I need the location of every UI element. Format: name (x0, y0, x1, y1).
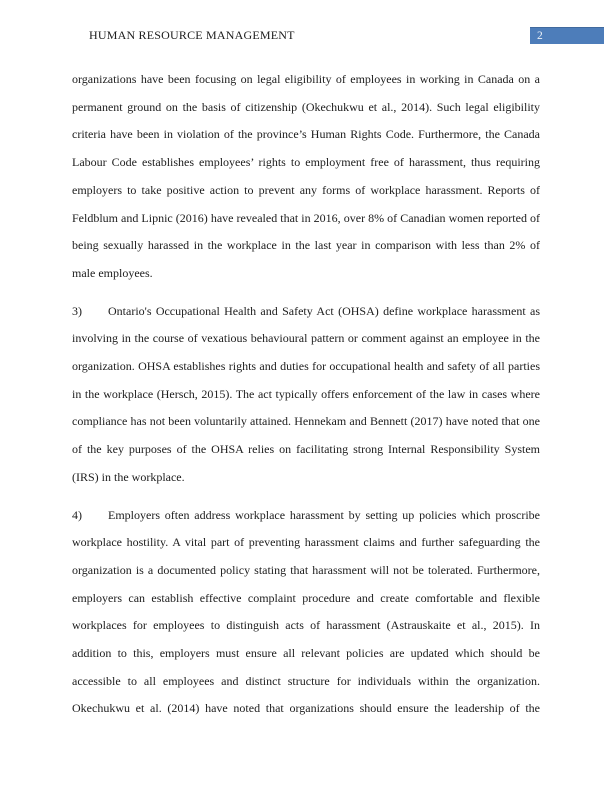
list-number: 3) (72, 303, 82, 318)
paragraph-numbered-3 (72, 298, 540, 492)
list-number: 4) (72, 507, 82, 522)
paragraph-numbered-4 (72, 502, 540, 724)
paragraph-text: Ontario's Occupational Health and Safety Act (OHSA) define workplace harassment as involving in the course of vexatious behavioural pattern or comment against an employee in the organization. OHSA establishes rights and duties for occupational health and safety of all parties in the workplace (Hersch, 2015). The act typically offers enforcement of the law in cases where compliance has not been voluntarily attained. Hennekam and Bennett (2017) have noted that one of the key purposes of the OHSA relies on facilitating strong Internal Responsibility System (IRS) in the workplace. (72, 303, 540, 484)
paragraph-text: Employers often address workplace harassment by setting up policies which proscribe workplace hostility. A vital part of preventing harassment claims and further safeguarding the organization is a documented policy stating that harassment will not be tolerated. Furthermore, employers can establish effective complaint procedure and create comfortable and flexible workplaces for employees to distinguish acts of harassment (Astrauskaite et al., 2015). In addition to this, employers must ensure all relevant policies are updated which should be accessible to all employees and distinct structure for individuals within the organization. Okechukwu et al. (2014) have noted that organizations should ensure the leadership of the (72, 507, 540, 716)
page-number-badge (530, 27, 604, 44)
paragraph-text: organizations have been focusing on legal eligibility of employees in working in Canada on a permanent ground on the basis of citizenship (Okechukwu et al., 2014). Such legal eligibility criteria have been in violation of the province’s Human Rights Code. Furthermore, the Canada Labour Code establishes employees’ rights to employment free of harassment, thus requiring employers to take positive action to prevent any forms of workplace harassment. Reports of Feldblum and Lipnic (2016) have revealed that in 2016, over 8% of Canadian women reported of being sexually harassed in the workplace in the last year in comparison with less than 2% of male employees. (72, 72, 540, 280)
paragraph-continuation (72, 66, 540, 288)
document-body (72, 66, 540, 733)
running-head: HUMAN RESOURCE MANAGEMENT (89, 28, 295, 42)
page-number: 2 (537, 30, 543, 42)
